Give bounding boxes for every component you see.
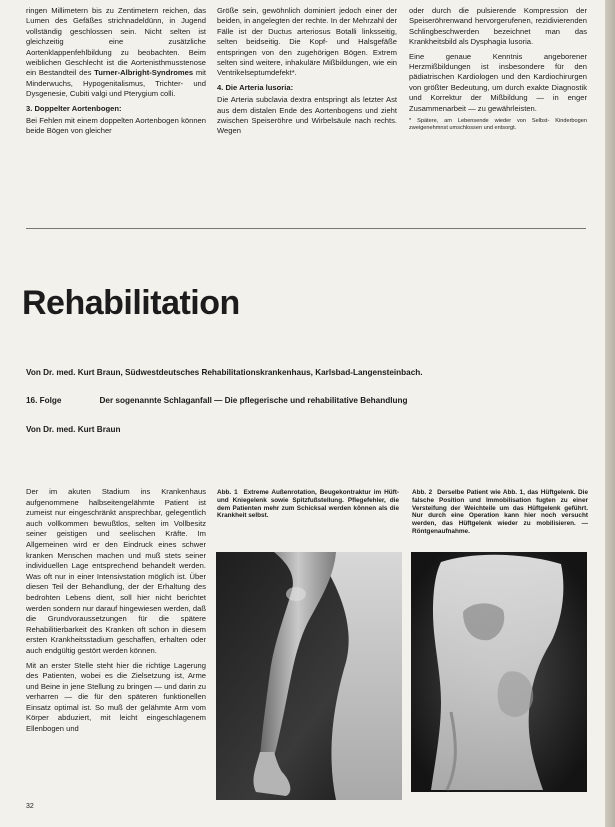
top-col2-paragraph-2: Die Arteria subclavia dextra entspringt als letzter Ast aus dem distalen Ende des Aortenbogens und zieht zwischen Speiseröhre und Wirbelsäule nach rechts. Wegen: [217, 95, 397, 136]
syndrome-name: Turner-Albright-Syndromes: [94, 68, 194, 78]
figure-1-text: Extreme Außenrotation, Beugekontraktur im Hüft- und Kniegelenk sowie Spitzfußstellung. Pflegefehler, die dem Patienten mehr zum Schicksal werden können als die Krankheit selbst.: [217, 489, 399, 520]
xray-graphic: [411, 552, 587, 792]
footnote: * Spätere, am Lebensende wieder von Selbst- Kinderbogen zweigenehmnst umschlossen und entsorgt.: [409, 118, 587, 132]
figure-2-text: Derselbe Patient wie Abb. 1, das Hüftgelenk. Die falsche Position und Immobilisation fugten zu einer Versteifung der Weichteile um das Hüftgelenk geführt. Nur durch eine Operation kann hier noch versucht werden, das Hüftgelenk wieder zu mobilisieren. — Röntgenaufnahme.: [412, 489, 588, 535]
top-column-3: [409, 6, 587, 132]
top-col3-paragraph-1: oder durch die pulsierende Kompression der Speiseröhrenwand hervorgerufenen, rezidivierenden Schlingbeschwerden bezeichnet man das Krankheitsbild als Dysphagia lusoria.: [409, 6, 587, 47]
page-title: Rehabilitation: [22, 284, 240, 322]
figure-1-photo: [216, 552, 402, 800]
article-subtitle: Der sogenannte Schlaganfall — Die pflegerische und rehabilitative Behandlung: [99, 396, 408, 405]
top-column-2: [217, 6, 397, 141]
series-number: 16. Folge: [26, 396, 62, 405]
top-col1-paragraph-1-rest: mit Minderwuchs, Hypogenitalismus, Trichter- und Dysgenesie, Cubiti valgi und Pterygium colli.: [26, 68, 206, 99]
author-line: Von Dr. med. Kurt Braun: [26, 425, 121, 434]
byline: Von Dr. med. Kurt Braun, Südwestdeutsches Rehabilitationskrankenhaus, Karlsbad-Langensteinbach.: [26, 368, 423, 377]
figure-1-caption: [217, 489, 399, 520]
page-number: 32: [26, 803, 34, 810]
section-heading-arteria-lusoria: 4. Die Arteria lusoria:: [217, 82, 294, 92]
body-paragraph-1: Der im akuten Stadium ins Krankenhaus aufgenommene halbseitengelähmte Patient ist zumeist nur eingeschränkt ansprechbar, gelegentlich auch vollkommen bewußtlos, selten im Vollbesitz seiner geistigen und seelischen Kräfte. Im Allgemeinen wird er den Eindruck eines schwer kranken Menschen machen und muß stets seiner individuellen Lage entsprechend behandelt werden. Was oft nur in einer Intensivstation möglich ist. Über diesen Teil der Behandlung, der der Erhaltung des bedrohten Lebens dient, soll hier nicht berichtet werden sondern nur darauf hingewiesen werden, daß die Grundvoraussetzungen für die spätere Rehabilitierbarkeit des Kranken oft schon in diesem ersten Krankheitsstadium geschaffen, erhalten oder auch endgültig gestört werden können.: [26, 487, 206, 655]
body-column: [26, 487, 206, 739]
figure-2-photo: [411, 552, 587, 792]
body-paragraph-2: Mit an erster Stelle steht hier die richtige Lagerung des Patienten, wobei es die Zielsetzung ist, Arme und Beine in jene Stellung zu bringen — und darin zu verharren — die für den späteren funktionellen Einsatz optimal ist. So muß der gelähmte Arm vom Körper abduziert, mit leicht eingeschlagenem Ellenbogen und: [26, 660, 206, 734]
page-edge: [605, 0, 615, 827]
section-heading-doppelter-aortenbogen: 3. Doppelter Aortenbogen:: [26, 103, 122, 113]
figure-1-label: Abb. 1: [217, 489, 238, 496]
series-line: [26, 396, 408, 405]
figure-2-label: Abb. 2: [412, 489, 433, 496]
figure-2-caption: [412, 489, 588, 536]
top-col2-paragraph-1: Größe sein, gewöhnlich dominiert jedoch einer der beiden, in angelegten der rechte. In der Mehrzahl der Fälle ist der Ductus arteriosus Botalli linksseitig, selten beidseitig. Die Kopf- und Halsgefäße entspringen von den zugehörigen Bögen. Extrem selten sind weitere, inhakuläre Mißbildungen, wie ein Ventrikelseptumdefekt*.: [217, 6, 397, 78]
top-column-1: [26, 6, 206, 141]
top-col3-paragraph-2: Eine genaue Kenntnis angeborener Herzmißbildungen ist insbesondere für den pädiatrischen Kardiologen und den Kardiochirurgen von größter Bedeutung, um durch exakte Diagnostik und Korrektur der Mißbildung — in enger Zusammenarbeit — zu gewährleisten.: [409, 51, 587, 113]
top-col1-paragraph-2: Bei Fehlen mit einem doppelten Aortenbogen können beide Bögen von gleicher: [26, 116, 206, 136]
top-col1-paragraph-1: ringen Millimetern bis zu Zentimetern reichen, das Lumen des Gefäßes strichnadeldünn, in Jugend vollständig geschlossen sein. Nicht selten ist gleichzeitig eine zusätzliche Aortenklappenfehlbildung zu beobachten. Beim weiblichen Geschlecht ist die Aortenisthmusstenose ein Bestandteil des: [26, 6, 206, 78]
section-divider: [26, 228, 586, 229]
leg-photo-graphic: [216, 552, 402, 800]
